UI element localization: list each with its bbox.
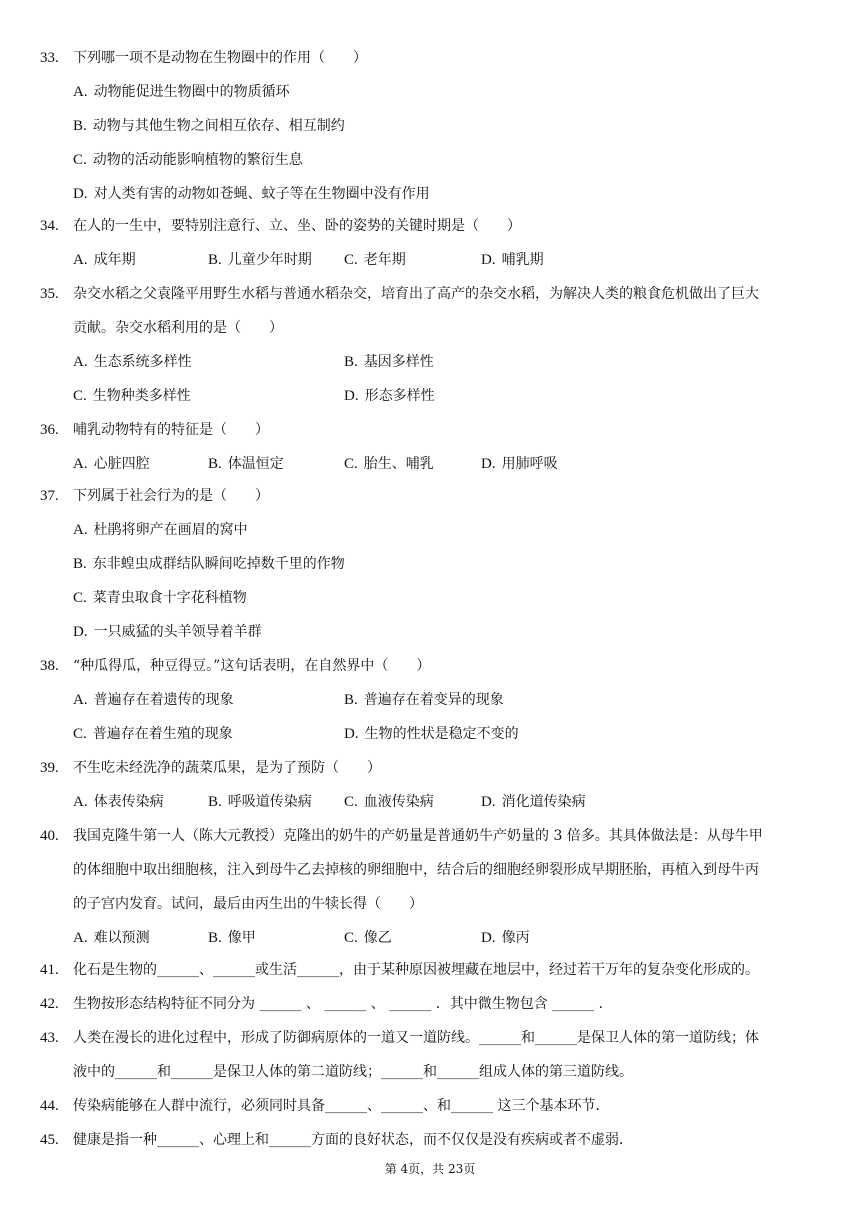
option-text: 消化道传染病 <box>501 794 586 810</box>
question-36-text: 哺乳动物特有的特征是（ ） <box>73 422 269 438</box>
option-label: D. <box>481 252 496 268</box>
question-number: 45. <box>40 1132 59 1148</box>
option-label: A. <box>73 930 88 946</box>
question-39-option-d[interactable] <box>481 792 586 812</box>
option-text: 儿童少年时期 <box>227 252 312 268</box>
option-text: 像乙 <box>363 930 392 946</box>
question-42-text: 生物按形态结构特征不同分为 ______ 、 ______ 、 ______ ．其中微生物包含 ______ ． <box>73 996 613 1012</box>
option-text: 心脏四腔 <box>93 456 150 472</box>
option-label: A. <box>73 456 88 472</box>
question-number: 33. <box>40 50 59 66</box>
option-label: C. <box>73 152 87 168</box>
question-35-option-b[interactable] <box>344 352 434 372</box>
page-footer: 第 4页，共 23页 <box>384 1162 476 1176</box>
option-label: C. <box>344 252 358 268</box>
question-40-text: 的子宫内发育。试问，最后由丙生出的牛犊长得（ ） <box>73 896 423 912</box>
option-text: 形态多样性 <box>364 388 435 404</box>
question-38-option-a[interactable] <box>73 690 234 710</box>
question-39-option-b[interactable] <box>208 792 312 812</box>
question-38-option-c[interactable] <box>73 724 233 744</box>
question-39-text: 不生吃未经洗净的蔬菜瓜果，是为了预防（ ） <box>73 760 381 776</box>
question-number: 34. <box>40 218 59 234</box>
question-34-option-a[interactable] <box>73 250 136 270</box>
question-35-option-c[interactable] <box>73 386 191 406</box>
option-text: 基因多样性 <box>363 354 434 370</box>
option-label: C. <box>344 930 358 946</box>
option-label: B. <box>73 118 87 134</box>
option-text: 生物种类多样性 <box>92 388 191 404</box>
option-label: D. <box>73 624 88 640</box>
option-label: D. <box>481 456 496 472</box>
question-33-option-c[interactable] <box>73 150 303 170</box>
question-number: 43. <box>40 1030 59 1046</box>
question-36-option-b[interactable] <box>208 454 284 474</box>
option-label: D. <box>344 388 359 404</box>
option-text: 菜青虫取食十字花科植物 <box>92 590 247 606</box>
question-number: 42. <box>40 996 59 1012</box>
question-40-option-b[interactable] <box>208 928 256 948</box>
option-text: 像丙 <box>501 930 530 946</box>
question-35-text: 杂交水稻之父袁隆平用野生水稻与普通水稻杂交，培育出了高产的杂交水稻，为解决人类的粮食危机做出了巨大 <box>73 286 759 302</box>
option-text: 生态系统多样性 <box>93 354 192 370</box>
question-34-option-b[interactable] <box>208 250 312 270</box>
question-37-option-d[interactable] <box>73 622 262 642</box>
option-text: 血液传染病 <box>363 794 434 810</box>
option-label: A. <box>73 794 88 810</box>
question-number: 39. <box>40 760 59 776</box>
question-43-text: 液中的______和______是保卫人体的第二道防线；______和______组成人体的第三道防线。 <box>73 1064 633 1080</box>
option-label: C. <box>344 456 358 472</box>
option-label: C. <box>344 794 358 810</box>
question-40-option-d[interactable] <box>481 928 530 948</box>
question-34-option-d[interactable] <box>481 250 544 270</box>
option-label: B. <box>208 252 222 268</box>
option-text: 难以预测 <box>93 930 150 946</box>
option-label: A. <box>73 252 88 268</box>
option-label: B. <box>208 456 222 472</box>
option-text: 动物的活动能影响植物的繁衍生息 <box>92 152 303 168</box>
option-label: A. <box>73 84 88 100</box>
option-text: 普遍存在着生殖的现象 <box>92 726 233 742</box>
question-43-text: 人类在漫长的进化过程中，形成了防御病原体的一道又一道防线。______和______是保卫人体的第一道防线；体 <box>73 1030 759 1046</box>
option-text: 一只威猛的头羊领导着羊群 <box>93 624 262 640</box>
question-33-option-a[interactable] <box>73 82 290 102</box>
question-35-option-a[interactable] <box>73 352 192 372</box>
option-label: D. <box>344 726 359 742</box>
option-text: 体表传染病 <box>93 794 164 810</box>
option-label: B. <box>208 794 222 810</box>
question-36-option-d[interactable] <box>481 454 558 474</box>
question-35-text: 贡献。杂交水稻利用的是（ ） <box>73 320 283 336</box>
option-text: 成年期 <box>93 252 136 268</box>
option-label: D. <box>481 930 496 946</box>
option-label: D. <box>73 186 88 202</box>
question-38-option-b[interactable] <box>344 690 504 710</box>
option-label: B. <box>344 692 358 708</box>
option-label: C. <box>73 388 87 404</box>
question-38-option-d[interactable] <box>344 724 519 744</box>
option-text: 生物的性状是稳定不变的 <box>364 726 519 742</box>
question-33-text: 下列哪一项不是动物在生物圈中的作用（ ） <box>73 50 367 66</box>
option-label: D. <box>481 794 496 810</box>
option-label: A. <box>73 692 88 708</box>
option-text: 胎生、哺乳 <box>363 456 434 472</box>
question-40-text: 我国克隆牛第一人（陈大元教授）克隆出的奶牛的产奶量是普通奶牛产奶量的 3 倍多。其具体做法是：从母牛甲 <box>73 828 763 844</box>
option-text: 普遍存在着遗传的现象 <box>93 692 234 708</box>
option-text: 杜鹃将卵产在画眉的窝中 <box>93 522 248 538</box>
option-label: C. <box>73 590 87 606</box>
option-text: 动物与其他生物之间相互依存、相互制约 <box>92 118 345 134</box>
question-36-option-a[interactable] <box>73 454 150 474</box>
question-37-text: 下列属于社会行为的是（ ） <box>73 488 269 504</box>
question-number: 40. <box>40 828 59 844</box>
option-label: A. <box>73 522 88 538</box>
question-36-option-c[interactable] <box>344 454 434 474</box>
question-number: 36. <box>40 422 59 438</box>
option-text: 像甲 <box>227 930 256 946</box>
option-text: 用肺呼吸 <box>501 456 558 472</box>
option-text: 体温恒定 <box>227 456 284 472</box>
question-33-option-b[interactable] <box>73 116 345 136</box>
question-41-text: 化石是生物的______、______或生活______，由于某种原因被埋藏在地层中，经过若干万年的复杂变化形成的。 <box>73 962 759 978</box>
question-39-option-a[interactable] <box>73 792 164 812</box>
question-33-option-d[interactable] <box>73 184 430 204</box>
option-label: B. <box>73 556 87 572</box>
question-39-option-c[interactable] <box>344 792 434 812</box>
option-label: A. <box>73 354 88 370</box>
option-text: 哺乳期 <box>501 252 544 268</box>
question-37-option-a[interactable] <box>73 520 248 540</box>
option-label: C. <box>73 726 87 742</box>
question-38-text: “种瓜得瓜，种豆得豆。”这句话表明，在自然界中（ ） <box>73 658 431 674</box>
question-37-option-c[interactable] <box>73 588 247 608</box>
question-number: 35. <box>40 286 59 302</box>
question-40-option-a[interactable] <box>73 928 150 948</box>
question-37-option-b[interactable] <box>73 554 345 574</box>
question-number: 41. <box>40 962 59 978</box>
question-35-option-d[interactable] <box>344 386 435 406</box>
option-label: B. <box>344 354 358 370</box>
question-34-option-c[interactable] <box>344 250 406 270</box>
option-label: B. <box>208 930 222 946</box>
option-text: 普遍存在着变异的现象 <box>363 692 504 708</box>
option-text: 老年期 <box>363 252 406 268</box>
question-40-text: 的体细胞中取出细胞核，注入到母牛乙去掉核的卵细胞中，结合后的细胞经卵裂形成早期胚胎，再植入到母牛丙 <box>73 862 759 878</box>
question-45-text: 健康是指一种______、心理上和______方面的良好状态，而不仅仅是没有疾病或者不虚弱． <box>73 1132 633 1148</box>
question-number: 37. <box>40 488 59 504</box>
question-number: 38. <box>40 658 59 674</box>
option-text: 东非蝗虫成群结队瞬间吃掉数千里的作物 <box>92 556 345 572</box>
option-text: 呼吸道传染病 <box>227 794 312 810</box>
question-34-text: 在人的一生中，要特别注意行、立、坐、卧的姿势的关键时期是（ ） <box>73 218 521 234</box>
question-40-option-c[interactable] <box>344 928 392 948</box>
question-44-text: 传染病能够在人群中流行，必须同时具备______、______、和______ 这三个基本环节． <box>73 1098 610 1114</box>
option-text: 动物能促进生物圈中的物质循环 <box>93 84 290 100</box>
option-text: 对人类有害的动物如苍蝇、蚊子等在生物圈中没有作用 <box>93 186 430 202</box>
question-number: 44. <box>40 1098 59 1114</box>
